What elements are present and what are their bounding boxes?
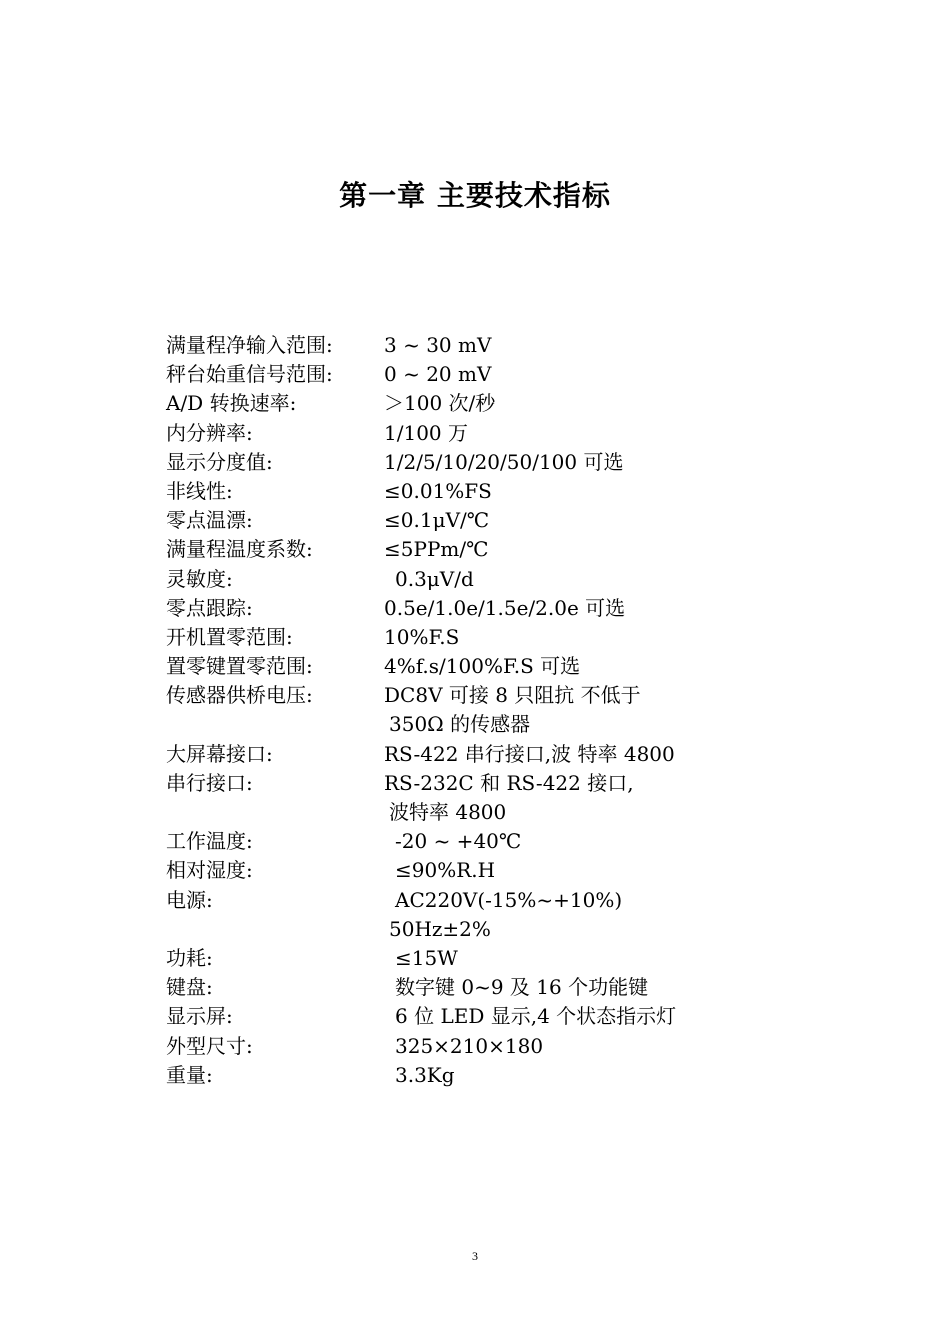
spec-value: ≤5PPm/℃	[384, 537, 489, 562]
spec-row	[166, 535, 866, 564]
spec-row	[166, 506, 866, 535]
spec-label: 内分辨率:	[166, 420, 253, 445]
spec-row	[166, 710, 866, 739]
spec-row	[166, 798, 866, 827]
spec-label: 满量程温度系数:	[166, 537, 313, 562]
spec-label: 满量程净输入范围:	[166, 333, 333, 357]
spec-row	[166, 331, 866, 360]
spec-row	[166, 477, 866, 506]
spec-value: 350Ω 的传感器	[389, 712, 531, 737]
spec-value: ≤90%R.H	[395, 858, 496, 883]
spec-value: 波特率 4800	[389, 800, 507, 824]
spec-row	[166, 565, 866, 594]
spec-label: 串行接口:	[166, 770, 253, 795]
spec-value: 数字键 0~9 及 16 个功能键	[395, 975, 649, 1000]
spec-row	[166, 652, 866, 681]
spec-row	[166, 827, 866, 856]
spec-value: 10%F.S	[384, 624, 460, 649]
spec-label: 大屏幕接口:	[166, 741, 273, 766]
spec-value: DC8V 可接 8 只阻抗 不低于	[384, 683, 641, 708]
chapter-title: 第一章 主要技术指标	[339, 179, 611, 212]
spec-row	[166, 594, 866, 623]
spec-label: 显示分度值:	[166, 449, 273, 474]
spec-row	[166, 1061, 866, 1090]
spec-list	[166, 331, 866, 1090]
spec-row	[166, 389, 866, 418]
spec-row	[166, 944, 866, 973]
spec-value: RS-232C 和 RS-422 接口,	[384, 770, 634, 795]
spec-value: RS-422 串行接口,波 特率 4800	[384, 741, 675, 766]
spec-row	[166, 740, 866, 769]
spec-row	[166, 886, 866, 915]
spec-row	[166, 856, 866, 885]
spec-value: 3.3Kg	[395, 1062, 455, 1087]
spec-label: 工作温度:	[166, 829, 253, 854]
spec-value: 0.5e/1.0e/1.5e/2.0e 可选	[384, 595, 626, 620]
spec-value: 0 ~ 20 mV	[384, 362, 492, 387]
spec-row	[166, 973, 866, 1002]
spec-row	[166, 419, 866, 448]
spec-value: ≤0.01%FS	[384, 478, 492, 503]
spec-value: 3 ~ 30 mV	[384, 333, 492, 357]
page-number: 3	[472, 1249, 478, 1263]
spec-row	[166, 1002, 866, 1031]
spec-label: 重量:	[166, 1062, 213, 1087]
spec-row	[166, 769, 866, 798]
spec-row	[166, 915, 866, 944]
spec-row	[166, 448, 866, 477]
spec-label: 零点跟踪:	[166, 595, 253, 620]
spec-row	[166, 623, 866, 652]
spec-label: 外型尺寸:	[166, 1033, 253, 1058]
spec-label: 键盘:	[166, 975, 213, 1000]
spec-value: ≤15W	[395, 945, 458, 970]
spec-value: 0.3μV/d	[395, 566, 474, 591]
spec-label: A/D 转换速率:	[166, 391, 297, 416]
spec-value: -20 ~ +40℃	[395, 829, 522, 854]
spec-row	[166, 1032, 866, 1061]
spec-label: 零点温漂:	[166, 508, 253, 533]
spec-label: 开机置零范围:	[166, 624, 293, 649]
spec-value: ≤0.1μV/℃	[384, 508, 490, 533]
spec-label: 非线性:	[166, 478, 233, 503]
spec-row	[166, 360, 866, 389]
spec-label: 秤台始重信号范围:	[166, 362, 333, 387]
spec-label: 功耗:	[166, 945, 213, 970]
spec-value: ＞100 次/秒	[384, 391, 496, 416]
spec-value: AC220V(-15%~+10%)	[395, 887, 623, 912]
spec-value: 1/2/5/10/20/50/100 可选	[384, 449, 624, 474]
spec-label: 相对湿度:	[166, 858, 253, 883]
spec-value: 1/100 万	[384, 420, 468, 445]
spec-value: 6 位 LED 显示,4 个状态指示灯	[395, 1004, 677, 1029]
spec-label: 显示屏:	[166, 1004, 233, 1029]
spec-label: 灵敏度:	[166, 566, 233, 591]
spec-label: 电源:	[166, 887, 213, 912]
spec-label: 置零键置零范围:	[166, 654, 313, 679]
spec-value: 325×210×180	[395, 1033, 544, 1058]
spec-label: 传感器供桥电压:	[166, 683, 313, 708]
spec-value: 4%f.s/100%F.S 可选	[384, 654, 581, 679]
spec-row	[166, 681, 866, 710]
spec-value: 50Hz±2%	[389, 916, 491, 941]
